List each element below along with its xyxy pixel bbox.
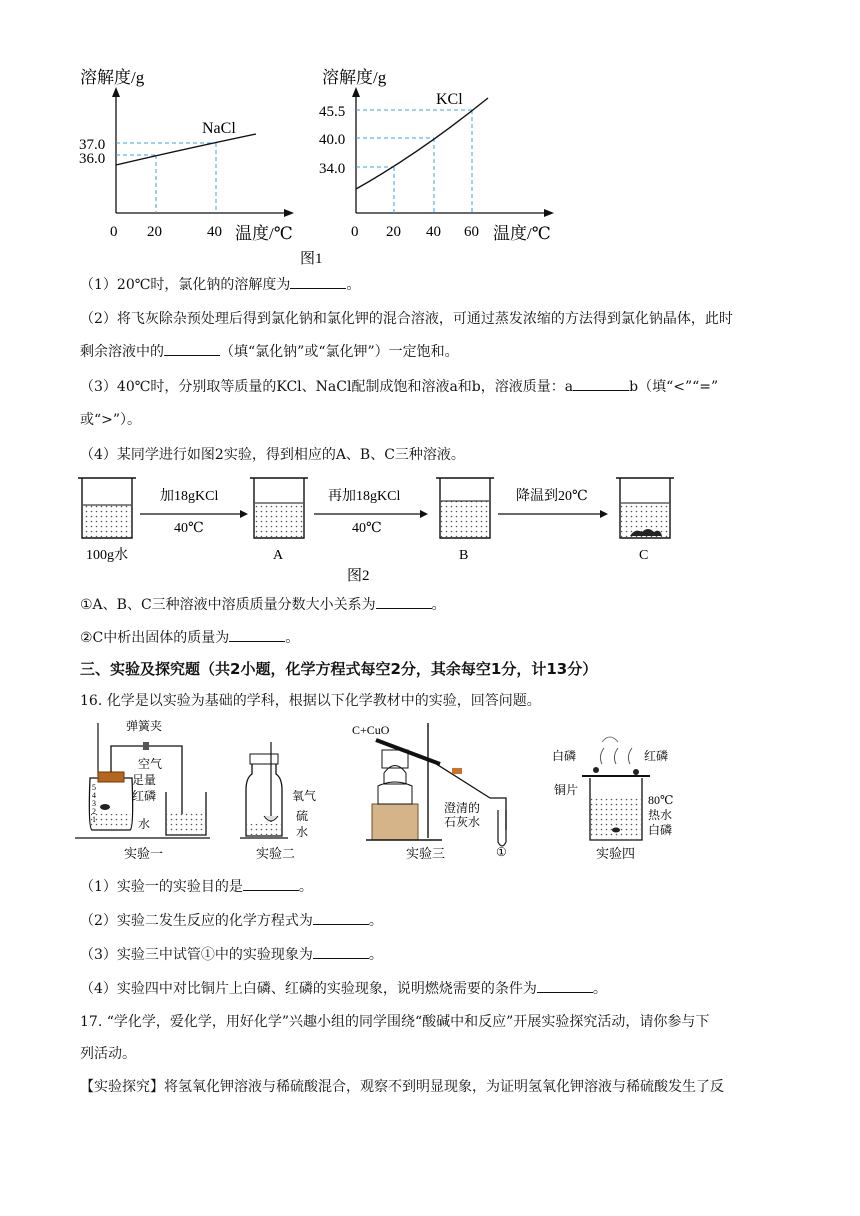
answer-blank[interactable] xyxy=(573,376,629,391)
exp1-label-water: 水 xyxy=(138,817,151,831)
exp1-scale-2: 2 xyxy=(92,807,96,816)
figure-2 xyxy=(70,470,710,585)
beaker-label-water: 100g水 xyxy=(86,548,128,563)
beaker-b xyxy=(436,478,494,538)
answer-blank[interactable] xyxy=(229,627,285,642)
figure-2-caption: 图2 xyxy=(347,568,370,584)
answer-blank[interactable] xyxy=(313,910,369,925)
answer-blank[interactable] xyxy=(313,944,369,959)
answer-blank[interactable] xyxy=(243,876,299,891)
experiment-4-apparatus xyxy=(582,737,650,840)
nacl-xlabel: 温度/℃ xyxy=(235,224,293,243)
exp1-label-sufficient: 足量 xyxy=(132,773,157,787)
question-1: （1）20℃时，氯化钠的溶解度为 。 xyxy=(80,274,360,295)
question-17-line-2: 列活动。 xyxy=(80,1046,136,1062)
exp1-caption: 实验一 xyxy=(124,846,164,861)
answer-blank[interactable] xyxy=(164,341,220,356)
nacl-ylabel: 溶解度/g xyxy=(80,68,145,87)
kcl-ytick-40: 40.0 xyxy=(319,132,346,148)
question-16-4: （4）实验四中对比铜片上白磷、红磷的实验现象，说明燃烧需要的条件为 。 xyxy=(80,978,607,999)
arrow-1-top-label: 加18gKCl xyxy=(160,489,219,504)
question-17-line-1: 17. “学化学，爱化学，用好化学”兴趣小组的同学围绕“酸碱中和反应”开展实验探究活动，请你参与下 xyxy=(80,1014,710,1030)
exp1-scale-3: 3 xyxy=(92,799,96,808)
figure-1 xyxy=(60,58,580,273)
nacl-chart xyxy=(79,68,294,243)
question-2-line-1: （2）将飞灰除杂预处理后得到氯化钠和氯化钾的混合溶液，可通过蒸发浓缩的方法得到氯化钠晶体，此时 xyxy=(80,311,733,327)
question-16-1: （1）实验一的实验目的是 。 xyxy=(80,876,313,897)
kcl-xtick-20: 20 xyxy=(386,224,401,240)
exp3-caption: 实验三 xyxy=(406,846,446,861)
exp4-label-temp: 80℃ xyxy=(648,793,674,807)
kcl-ytick-45: 45.5 xyxy=(319,104,346,120)
question-4-sub-1: ①A、B、C三种溶液中溶质质量分数大小关系为 。 xyxy=(80,594,446,615)
exp2-caption: 实验二 xyxy=(256,846,296,861)
exp1-scale-5: 5 xyxy=(92,783,96,792)
answer-blank[interactable] xyxy=(537,978,593,993)
beaker-label-a: A xyxy=(273,548,284,563)
exp1-label-air: 空气 xyxy=(138,757,163,771)
question-3-line-2: 或“>”）。 xyxy=(80,412,142,428)
exp2-label-water: 水 xyxy=(296,825,309,839)
question-4-sub-2: ②C中析出固体的质量为 。 xyxy=(80,627,299,648)
nacl-series-label: NaCl xyxy=(202,120,236,137)
nacl-xtick-20: 20 xyxy=(147,224,162,240)
exp1-label-red-phosphorus: 红磷 xyxy=(132,789,157,803)
kcl-series-label: KCl xyxy=(436,91,463,108)
exp3-label-reactants: C+CuO xyxy=(352,723,390,737)
exp4-label-white-phosphorus: 白磷 xyxy=(552,749,577,763)
kcl-xtick-40: 40 xyxy=(426,224,441,240)
arrow-2-top-label: 再加18gKCl xyxy=(328,489,401,504)
nacl-xtick-0: 0 xyxy=(110,224,118,240)
question-16: 16. 化学是以实验为基础的学科，根据以下化学教材中的实验，回答问题。 xyxy=(80,693,541,709)
beaker-a xyxy=(250,478,308,538)
figure-1-caption: 图1 xyxy=(300,251,323,267)
exp3-label-limewater-1: 澄清的 xyxy=(444,801,481,815)
exp2-label-sulfur: 硫 xyxy=(296,809,309,823)
kcl-curve xyxy=(356,98,488,189)
question-3-line-1: （3）40℃时，分别取等质量的KCl、NaCl配制成饱和溶液a和b，溶液质量：a b（填“<”“=” xyxy=(80,376,718,397)
beaker-label-c: C xyxy=(639,548,649,563)
exp4-label-white-phosphorus-2: 白磷 xyxy=(648,823,673,837)
arrow-1-bottom-label: 40℃ xyxy=(174,521,204,536)
question-17-line-3: 【实验探究】将氢氧化钾溶液与稀硫酸混合，观察不到明显现象，为证明氢氧化钾溶液与稀硫酸发生了反 xyxy=(80,1079,724,1095)
exp1-label-clip: 弹簧夹 xyxy=(126,719,163,733)
experiment-3-apparatus xyxy=(366,723,506,846)
nacl-curve xyxy=(116,134,256,165)
kcl-xtick-60: 60 xyxy=(464,224,479,240)
question-16-3: （3）实验三中试管①中的实验现象为 。 xyxy=(80,944,383,965)
answer-blank[interactable] xyxy=(376,594,432,609)
nacl-xtick-40: 40 xyxy=(207,224,222,240)
question-16-2: （2）实验二发生反应的化学方程式为 。 xyxy=(80,910,383,931)
kcl-ylabel: 溶解度/g xyxy=(322,68,387,87)
beaker-c xyxy=(616,478,674,538)
answer-blank[interactable] xyxy=(290,274,346,289)
question-2-line-2: 剩余溶液中的 （填“氯化钠”或“氯化钾”）一定饱和。 xyxy=(80,341,459,362)
exp4-label-red-phosphorus: 红磷 xyxy=(644,749,669,763)
exp4-caption: 实验四 xyxy=(596,846,636,861)
beaker-water xyxy=(78,478,136,538)
exp3-label-tube-1: ① xyxy=(496,845,507,859)
experiments-figure xyxy=(70,718,690,866)
arrow-2-bottom-label: 40℃ xyxy=(352,521,382,536)
experiment-2-apparatus xyxy=(240,742,288,838)
exp2-label-oxygen: 氧气 xyxy=(292,789,317,803)
nacl-ytick-37: 37.0 xyxy=(79,137,106,153)
arrow-3-top-label: 降温到20℃ xyxy=(516,489,588,504)
section-3-heading: 三、实验及探究题（共2小题，化学方程式每空2分，其余每空1分，计13分） xyxy=(80,660,598,678)
exp3-label-limewater-2: 石灰水 xyxy=(444,815,481,829)
kcl-chart xyxy=(319,68,554,243)
kcl-xtick-0: 0 xyxy=(351,224,359,240)
question-4: （4）某同学进行如图2实验，得到相应的A、B、C三种溶液。 xyxy=(80,447,465,463)
kcl-ytick-34: 34.0 xyxy=(319,161,346,177)
exp4-label-copper: 铜片 xyxy=(554,783,579,797)
exp4-label-hot-water: 热水 xyxy=(648,808,673,822)
nacl-ytick-36: 36.0 xyxy=(79,151,106,167)
beaker-label-b: B xyxy=(459,548,469,563)
exp1-scale-4: 4 xyxy=(92,791,96,800)
exp1-scale-1: 1 xyxy=(92,815,96,824)
kcl-xlabel: 温度/℃ xyxy=(493,224,551,243)
